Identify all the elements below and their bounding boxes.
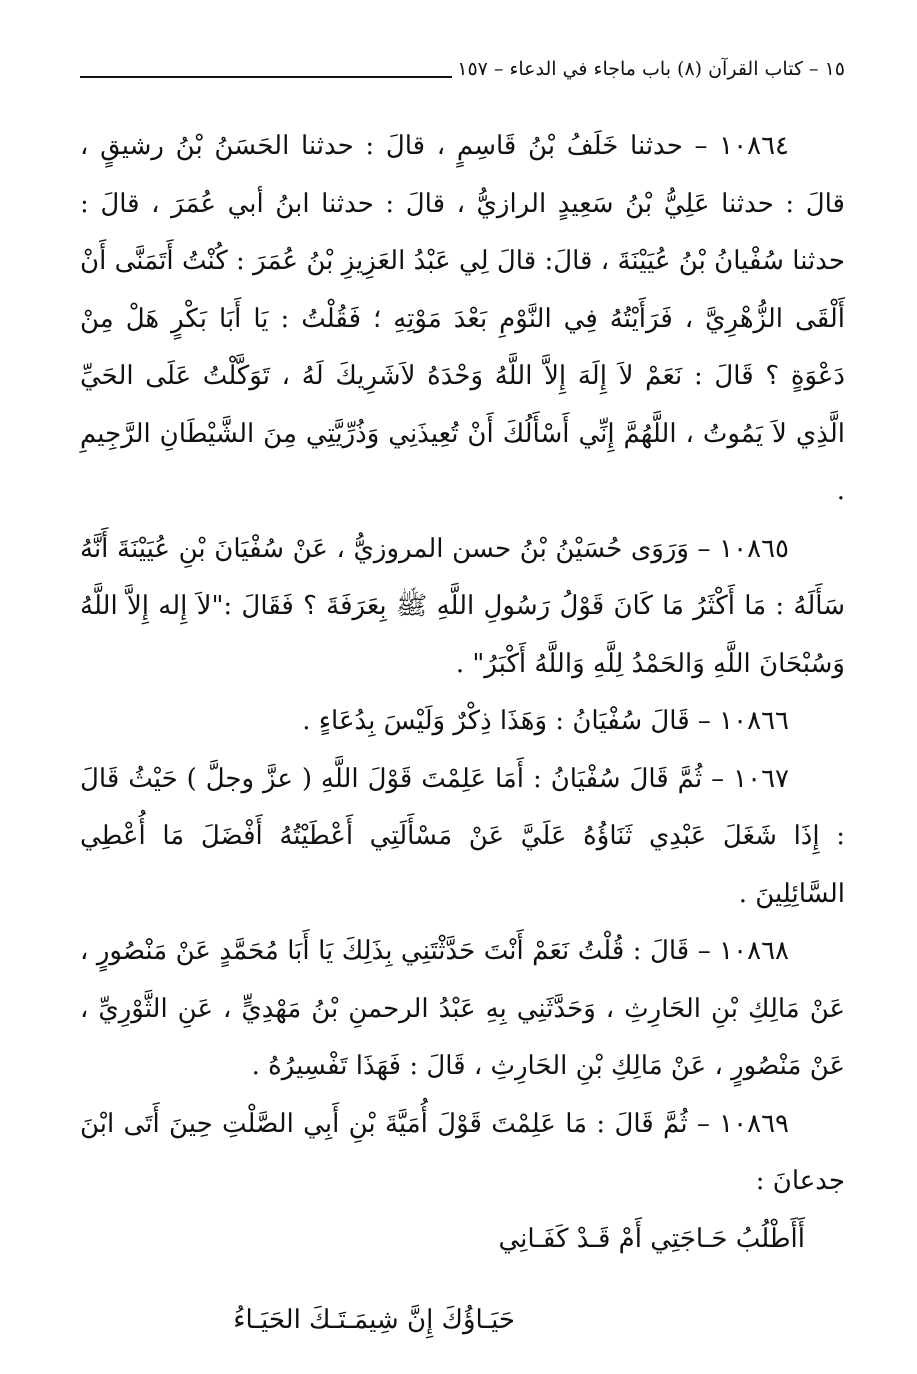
paragraph-10868: ١٠٨٦٨ – قَالَ : قُلْتُ نَعَمْ أَنْتَ حَدَّثْتَنِي بِذَلِكَ يَا أَبَا مُحَمَّدٍ عَنْ مَنْصُورٍ ، عَنْ مَالِكِ بْنِ الحَارِثِ ، وَحَدَّثَنِي بِهِ عَبْدُ الرحمنِ بْنُ مَهْدِيٍّ ، عَنِ الثَّوْرِيِّ ، عَنْ مَنْصُورٍ ، عَنْ مَالِكِ بْنِ الحَارِثِ ، قَالَ : فَهَذَا تَفْسِيرُهُ . xyxy=(80,936,845,1081)
running-header xyxy=(80,58,845,92)
paragraph-10869: ١٠٨٦٩ – ثُمَّ قَالَ : مَا عَلِمْتَ قَوْلَ أُمَيَّةَ بْنِ أَبِي الصَّلْتِ حِينَ أَتَى ابْنَ جدعانَ : xyxy=(80,1108,845,1196)
paragraph-10866: ١٠٨٦٦ – قَالَ سُفْيَانُ : وَهَذَا ذِكْرٌ وَلَيْسَ بِدُعَاءٍ . xyxy=(302,706,789,736)
paragraph-10867: ١٠٦٧ – ثُمَّ قَالَ سُفْيَانُ : أَمَا عَلِمْتَ قَوْلَ اللَّهِ ( عزَّ وجلَّ ) حَيْثُ قَالَ : إِذَا شَغَلَ عَبْدِي ثَنَاؤُهُ عَلَيَّ عَنْ مَسْأَلَتِي أَعْطَيْتُهُ أَفْضَلَ مَا أُعْطِي السَّائِلِينَ . xyxy=(80,763,845,909)
header-rule xyxy=(80,76,452,78)
paragraph-10864: ١٠٨٦٤ – حدثنا خَلَفُ بْنُ قَاسِمٍ ، قالَ : حدثنا الحَسَنُ بْنُ رشيقٍ ، قالَ : حدثنا عَلِيُّ بْنُ سَعِيدٍ الرازيُّ ، قالَ : حدثنا ابنُ أبي عُمَرَ ، قالَ : حدثنا سُفْيانُ بْنُ عُيَيْنَةَ ، قالَ: قالَ لِي عَبْدُ العَزِيزِ بْنُ عُمَرَ : كُنْتُ أَتَمَنَّى أَنْ أَلْقَى الزُّهْرِيَّ ، فَرَأَيْتُهُ فِي النَّوْمِ بَعْدَ مَوْتِهِ ؛ فَقُلْتُ : يَا أَبَا بَكْرٍ هَلْ مِنْ دَعْوَةٍ ؟ قَالَ : نَعَمْ لاَ إِلَهَ إِلاَّ اللَّهُ وَحْدَهُ لاَشَرِيكَ لَهُ ، تَوَكَّلْتُ عَلَى الحَيِّ الَّذِي لاَ يَمُوتُ ، اللَّهُمَّ إِنِّي أَسْأَلُكَ أَنْ تُعِيذَنِي وَذُرِّيَّتِي مِنَ الشَّيْطَانِ الرَّجِيمِ . xyxy=(80,131,845,506)
paragraph-10865: ١٠٨٦٥ – وَرَوَى حُسَيْنُ بْنُ حسن المروزيُّ ، عَنْ سُفْيَانَ بْنِ عُيَيْنَةَ أَنَّهُ سَأَلَهُ : مَا أَكْثَرُ مَا كَانَ قَوْلُ رَسُولِ اللَّهِ ﷺ بِعَرَفَةَ ؟ فَقَالَ :"لاَ إِله إِلاَّ اللَّهُ وَسُبْحَانَ اللَّهِ وَالحَمْدُ لِلَّهِ وَاللَّهُ أَكْبَرُ" . xyxy=(80,533,845,679)
poem-verse-second-hemistich: حَيَـاؤُكَ إِنَّ شِيمَـتَـكَ الحَيَـاءُ xyxy=(233,1305,515,1335)
header-title: ١٥ – كتاب القرآن (٨) باب ماجاء في الدعاء – ١٥٧ xyxy=(457,58,845,80)
poem-verse-first-hemistich: أَأَطْلُبُ حَـاجَتِي أَمْ قَـدْ كَفَـانِي xyxy=(498,1223,805,1254)
page-body xyxy=(80,118,845,1350)
